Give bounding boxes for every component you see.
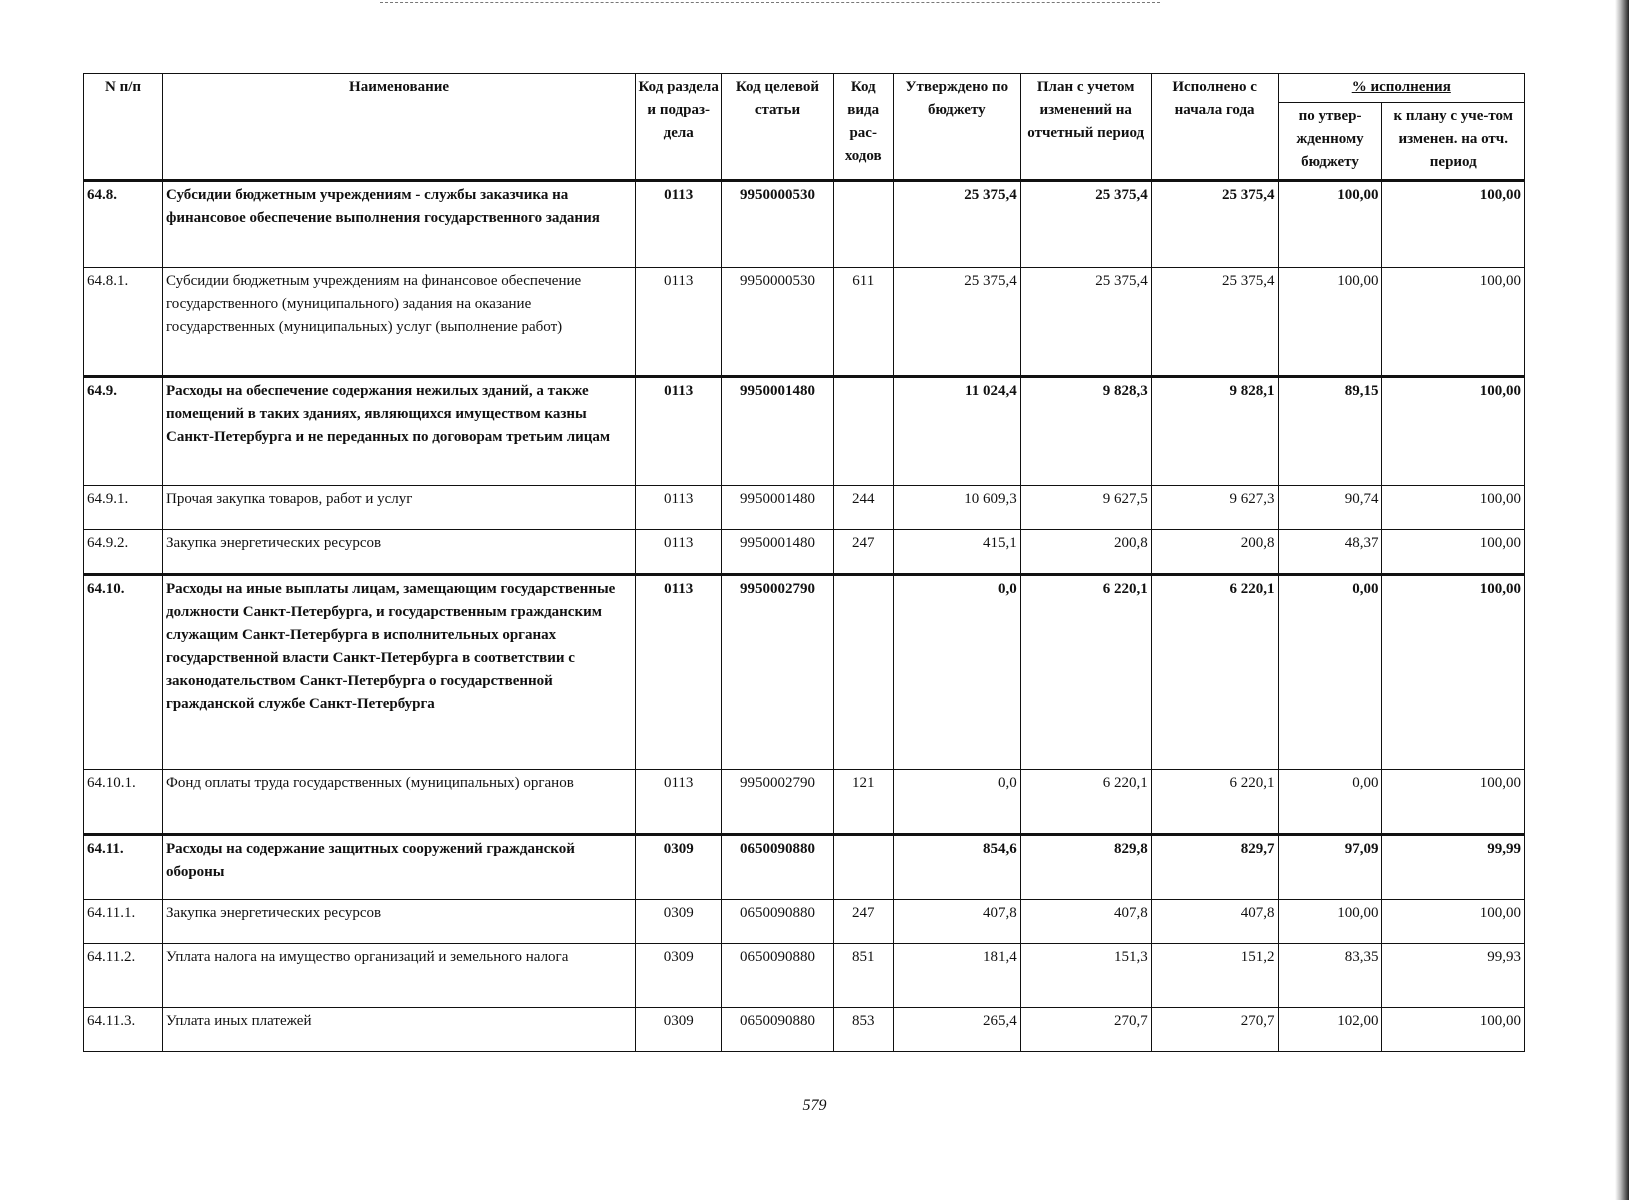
row-expense-code: 247 (833, 900, 893, 944)
table-row (84, 1008, 1525, 1052)
page-number: 579 (802, 1097, 827, 1114)
row-name: Субсидии бюджетным учреждениям на финансовое обеспечение государственного (муниципального) задания на оказание государственных (муниципальных) услуг (выполнение работ) (163, 268, 636, 377)
row-target-code: 0650090880 (722, 1008, 833, 1052)
header-plan: План с учетом изменений на отчетный период (1020, 74, 1151, 181)
row-pct-plan: 100,00 (1382, 377, 1525, 486)
row-executed: 6 220,1 (1151, 575, 1278, 770)
row-pct-plan: 100,00 (1382, 900, 1525, 944)
header-num: N п/п (84, 74, 163, 181)
row-pct-budget: 0,00 (1278, 770, 1382, 835)
row-target-code: 0650090880 (722, 835, 833, 900)
row-pct-plan: 99,93 (1382, 944, 1525, 1008)
row-approved: 0,0 (893, 770, 1020, 835)
table-row (84, 486, 1525, 530)
row-name: Расходы на обеспечение содержания нежилых зданий, а также помещений в таких зданиях, являющихся имуществом казны Санкт-Петербурга и не переданных по договорам третьим лицам (163, 377, 636, 486)
row-plan: 151,3 (1020, 944, 1151, 1008)
header-target-code: Код целевой статьи (722, 74, 833, 181)
scan-top-rule (380, 2, 1160, 3)
row-approved: 407,8 (893, 900, 1020, 944)
row-pct-budget: 83,35 (1278, 944, 1382, 1008)
row-executed: 151,2 (1151, 944, 1278, 1008)
header-pct-budget: по утвер-жденному бюджету (1278, 103, 1382, 181)
row-expense-code: 851 (833, 944, 893, 1008)
row-name: Субсидии бюджетным учреждениям - службы заказчика на финансовое обеспечение выполнения государственного задания (163, 181, 636, 268)
row-expense-code (833, 835, 893, 900)
row-name: Уплата иных платежей (163, 1008, 636, 1052)
row-name: Расходы на иные выплаты лицам, замещающим государственные должности Санкт-Петербурга, и государственным гражданским служащим Санкт-Петербурга в исполнительных органах государственной власти Санкт-Петербурга в соответствии с законодательством Санкт-Петербурга о государственной гражданской службе Санкт-Петербурга (163, 575, 636, 770)
scan-right-edge (1615, 0, 1629, 1200)
table-body (84, 181, 1525, 1052)
row-pct-plan: 100,00 (1382, 1008, 1525, 1052)
row-section-code: 0309 (636, 835, 722, 900)
row-approved: 10 609,3 (893, 486, 1020, 530)
row-number: 64.9.1. (84, 486, 163, 530)
row-approved: 0,0 (893, 575, 1020, 770)
row-executed: 6 220,1 (1151, 770, 1278, 835)
table-row (84, 835, 1525, 900)
row-pct-budget: 100,00 (1278, 181, 1382, 268)
row-approved: 25 375,4 (893, 268, 1020, 377)
row-executed: 270,7 (1151, 1008, 1278, 1052)
table-row (84, 900, 1525, 944)
row-name: Расходы на содержание защитных сооружений гражданской обороны (163, 835, 636, 900)
row-section-code: 0113 (636, 268, 722, 377)
row-pct-plan: 100,00 (1382, 530, 1525, 575)
row-section-code: 0309 (636, 944, 722, 1008)
row-pct-plan: 100,00 (1382, 181, 1525, 268)
row-number: 64.10.1. (84, 770, 163, 835)
row-name: Уплата налога на имущество организаций и земельного налога (163, 944, 636, 1008)
row-pct-plan: 100,00 (1382, 770, 1525, 835)
row-executed: 200,8 (1151, 530, 1278, 575)
row-number: 64.11. (84, 835, 163, 900)
row-pct-budget: 102,00 (1278, 1008, 1382, 1052)
budget-table-wrapper (83, 73, 1525, 1052)
row-plan: 6 220,1 (1020, 575, 1151, 770)
row-plan: 9 627,5 (1020, 486, 1151, 530)
row-section-code: 0113 (636, 575, 722, 770)
row-expense-code (833, 575, 893, 770)
row-approved: 265,4 (893, 1008, 1020, 1052)
row-plan: 25 375,4 (1020, 181, 1151, 268)
row-target-code: 9950002790 (722, 770, 833, 835)
row-pct-budget: 0,00 (1278, 575, 1382, 770)
row-executed: 9 627,3 (1151, 486, 1278, 530)
table-row (84, 770, 1525, 835)
table-row (84, 377, 1525, 486)
row-expense-code: 121 (833, 770, 893, 835)
table-row (84, 268, 1525, 377)
row-pct-plan: 100,00 (1382, 575, 1525, 770)
row-pct-budget: 100,00 (1278, 900, 1382, 944)
row-expense-code (833, 377, 893, 486)
row-pct-budget: 100,00 (1278, 268, 1382, 377)
row-target-code: 9950000530 (722, 181, 833, 268)
row-pct-plan: 99,99 (1382, 835, 1525, 900)
row-name: Фонд оплаты труда государственных (муниципальных) органов (163, 770, 636, 835)
row-target-code: 9950000530 (722, 268, 833, 377)
row-number: 64.11.2. (84, 944, 163, 1008)
row-pct-budget: 90,74 (1278, 486, 1382, 530)
row-executed: 407,8 (1151, 900, 1278, 944)
row-executed: 9 828,1 (1151, 377, 1278, 486)
row-pct-plan: 100,00 (1382, 486, 1525, 530)
budget-table (83, 73, 1525, 1052)
row-target-code: 9950002790 (722, 575, 833, 770)
row-plan: 25 375,4 (1020, 268, 1151, 377)
row-target-code: 0650090880 (722, 900, 833, 944)
row-section-code: 0113 (636, 181, 722, 268)
table-header (84, 74, 1525, 181)
row-expense-code (833, 181, 893, 268)
row-section-code: 0309 (636, 1008, 722, 1052)
row-name: Закупка энергетических ресурсов (163, 530, 636, 575)
row-plan: 829,8 (1020, 835, 1151, 900)
row-executed: 25 375,4 (1151, 181, 1278, 268)
row-approved: 854,6 (893, 835, 1020, 900)
row-section-code: 0309 (636, 900, 722, 944)
row-approved: 11 024,4 (893, 377, 1020, 486)
row-expense-code: 611 (833, 268, 893, 377)
table-row (84, 575, 1525, 770)
row-approved: 181,4 (893, 944, 1020, 1008)
row-plan: 200,8 (1020, 530, 1151, 575)
row-number: 64.11.1. (84, 900, 163, 944)
row-target-code: 9950001480 (722, 530, 833, 575)
table-row (84, 944, 1525, 1008)
row-expense-code: 247 (833, 530, 893, 575)
row-target-code: 0650090880 (722, 944, 833, 1008)
row-number: 64.8.1. (84, 268, 163, 377)
header-percent-group: % исполнения (1278, 74, 1524, 103)
row-expense-code: 244 (833, 486, 893, 530)
row-plan: 6 220,1 (1020, 770, 1151, 835)
row-plan: 407,8 (1020, 900, 1151, 944)
row-pct-budget: 48,37 (1278, 530, 1382, 575)
row-name: Закупка энергетических ресурсов (163, 900, 636, 944)
header-name: Наименование (163, 74, 636, 181)
row-expense-code: 853 (833, 1008, 893, 1052)
row-section-code: 0113 (636, 530, 722, 575)
row-executed: 25 375,4 (1151, 268, 1278, 377)
row-executed: 829,7 (1151, 835, 1278, 900)
row-pct-plan: 100,00 (1382, 268, 1525, 377)
row-number: 64.9. (84, 377, 163, 486)
row-plan: 270,7 (1020, 1008, 1151, 1052)
row-target-code: 9950001480 (722, 486, 833, 530)
table-row (84, 530, 1525, 575)
row-number: 64.11.3. (84, 1008, 163, 1052)
row-pct-budget: 89,15 (1278, 377, 1382, 486)
row-name: Прочая закупка товаров, работ и услуг (163, 486, 636, 530)
header-executed: Исполнено с начала года (1151, 74, 1278, 181)
row-target-code: 9950001480 (722, 377, 833, 486)
row-number: 64.8. (84, 181, 163, 268)
row-section-code: 0113 (636, 486, 722, 530)
row-number: 64.10. (84, 575, 163, 770)
row-approved: 25 375,4 (893, 181, 1020, 268)
row-approved: 415,1 (893, 530, 1020, 575)
header-section-code: Код раздела и подраз-дела (636, 74, 722, 181)
row-section-code: 0113 (636, 377, 722, 486)
header-pct-plan: к плану с уче-том изменен. на отч. период (1382, 103, 1525, 181)
row-plan: 9 828,3 (1020, 377, 1151, 486)
row-number: 64.9.2. (84, 530, 163, 575)
table-row (84, 181, 1525, 268)
row-section-code: 0113 (636, 770, 722, 835)
row-pct-budget: 97,09 (1278, 835, 1382, 900)
header-expense-code: Код вида рас-ходов (833, 74, 893, 181)
header-approved: Утверждено по бюджету (893, 74, 1020, 181)
